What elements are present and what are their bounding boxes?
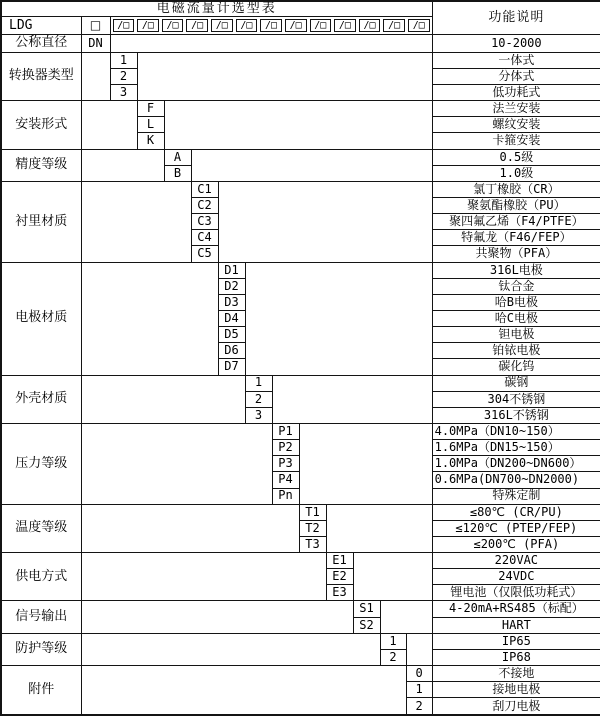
model-slot-row <box>111 17 432 34</box>
code-cell: 3 <box>110 84 137 100</box>
desc-cell: 316L不锈钢 <box>432 407 600 423</box>
group-label: 信号输出 <box>1 601 81 633</box>
spacer-cell <box>81 149 164 181</box>
desc-cell: 铂铱电极 <box>432 343 600 359</box>
table-row <box>1 504 600 520</box>
code-cell: T3 <box>299 536 326 552</box>
code-cell: L <box>137 117 164 133</box>
desc-cell: 氯丁橡胶（CR） <box>432 181 600 197</box>
code-cell: D6 <box>218 343 245 359</box>
desc-cell: 刮刀电极 <box>432 698 600 715</box>
desc-cell: 哈B电极 <box>432 294 600 310</box>
code-cell: E2 <box>326 569 353 585</box>
table-row <box>1 101 600 117</box>
model-slot-box: /□ <box>236 19 258 32</box>
desc-cell: 碳钢 <box>432 375 600 391</box>
spacer-cell <box>81 633 380 665</box>
table-row <box>1 181 600 197</box>
desc-cell: 一体式 <box>432 52 600 68</box>
code-cell: P3 <box>272 456 299 472</box>
code-cell: P1 <box>272 423 299 439</box>
desc-cell: IP68 <box>432 649 600 665</box>
code-cell: D1 <box>218 262 245 278</box>
code-cell: 2 <box>110 68 137 84</box>
table-row <box>1 52 600 68</box>
model-slot-box: /□ <box>211 19 233 32</box>
model-slot-box: /□ <box>162 19 184 32</box>
model-slot-box: /□ <box>359 19 381 32</box>
code-cell: T1 <box>299 504 326 520</box>
spacer-cell <box>218 181 432 262</box>
code-cell: B <box>164 165 191 181</box>
code-cell: T2 <box>299 520 326 536</box>
model-slot-box: /□ <box>285 19 307 32</box>
desc-cell: 碳化钨 <box>432 359 600 375</box>
spacer-cell <box>380 601 432 633</box>
code-cell: C5 <box>191 246 218 262</box>
desc-cell: 分体式 <box>432 68 600 84</box>
spacer-cell <box>299 423 432 504</box>
table-title: 电磁流量计选型表 <box>1 1 432 17</box>
group-label: 公称直径 <box>1 35 81 52</box>
desc-cell: 24VDC <box>432 569 600 585</box>
table-row <box>1 423 600 439</box>
desc-cell: 哈C电极 <box>432 310 600 326</box>
table-row <box>1 1 600 17</box>
spacer-cell <box>164 101 432 149</box>
spacer-cell <box>81 52 110 100</box>
group-label: 供电方式 <box>1 553 81 601</box>
code-cell: P2 <box>272 440 299 456</box>
model-slots-cell <box>110 17 432 35</box>
spacer-cell <box>81 375 245 423</box>
spacer-cell <box>406 633 432 665</box>
code-cell: E1 <box>326 553 353 569</box>
desc-cell: 0.5级 <box>432 149 600 165</box>
code-cell: E3 <box>326 585 353 601</box>
desc-cell: 接地电极 <box>432 682 600 698</box>
desc-cell: ≤200℃ (PFA) <box>432 536 600 552</box>
spacer-cell <box>137 52 432 100</box>
spacer-cell <box>81 601 353 633</box>
desc-cell: ≤120℃ (PTEP/FEP) <box>432 520 600 536</box>
desc-cell: 钛合金 <box>432 278 600 294</box>
desc-cell: ≤80℃ (CR/PU) <box>432 504 600 520</box>
code-cell: 0 <box>406 666 432 682</box>
group-label: 电极材质 <box>1 262 81 375</box>
code-cell: S1 <box>353 601 380 617</box>
desc-cell: IP65 <box>432 633 600 649</box>
code-cell: DN <box>81 35 110 52</box>
table-row <box>1 149 600 165</box>
code-cell: 2 <box>406 698 432 715</box>
code-cell: K <box>137 133 164 149</box>
group-label: 温度等级 <box>1 504 81 552</box>
desc-cell: 1.0MPa（DN200~DN600） <box>432 456 600 472</box>
desc-cell: HART <box>432 617 600 633</box>
group-label: 转换器类型 <box>1 52 81 100</box>
code-cell: D2 <box>218 278 245 294</box>
desc-cell: 低功耗式 <box>432 84 600 100</box>
desc-cell: 220VAC <box>432 553 600 569</box>
model-slot-box: /□ <box>334 19 356 32</box>
code-cell: S2 <box>353 617 380 633</box>
desc-cell: 316L电极 <box>432 262 600 278</box>
desc-cell: 法兰安装 <box>432 101 600 117</box>
spacer-cell <box>326 504 432 552</box>
desc-cell: 304不锈钢 <box>432 391 600 407</box>
model-slot-box: /□ <box>408 19 430 32</box>
model-slot-box: /□ <box>383 19 405 32</box>
group-label: 衬里材质 <box>1 181 81 262</box>
code-cell: C1 <box>191 181 218 197</box>
spacer-cell <box>191 149 432 181</box>
desc-cell: 特氟龙（F46/FEP） <box>432 230 600 246</box>
code-cell: 2 <box>380 649 406 665</box>
spacer-cell <box>81 504 299 552</box>
model-slot-box: /□ <box>310 19 332 32</box>
code-cell: C3 <box>191 214 218 230</box>
code-cell: 1 <box>110 52 137 68</box>
desc-cell: 特殊定制 <box>432 488 600 504</box>
desc-cell: 1.6MPa（DN15~150） <box>432 440 600 456</box>
code-cell: 1 <box>406 682 432 698</box>
desc-cell: 不接地 <box>432 666 600 682</box>
spacer-cell <box>81 423 272 504</box>
code-cell: C2 <box>191 197 218 213</box>
group-label: 压力等级 <box>1 423 81 504</box>
code-cell: D3 <box>218 294 245 310</box>
desc-cell: 共聚物（PFA） <box>432 246 600 262</box>
desc-cell: 卡箍安装 <box>432 133 600 149</box>
spacer-cell <box>81 666 406 715</box>
code-cell: 3 <box>245 407 272 423</box>
spacer-cell <box>272 375 432 423</box>
code-cell: F <box>137 101 164 117</box>
table-row <box>1 375 600 391</box>
model-slot-box: /□ <box>113 19 135 32</box>
desc-cell: 1.0级 <box>432 165 600 181</box>
spacer-cell <box>81 262 218 375</box>
spacer-cell <box>353 553 432 601</box>
desc-cell: 4-20mA+RS485（标配） <box>432 601 600 617</box>
function-description-header: 功能说明 <box>432 1 600 35</box>
desc-cell: 10-2000 <box>432 35 600 52</box>
code-cell: D5 <box>218 327 245 343</box>
spacer-cell <box>81 101 137 149</box>
model-first-box: □ <box>81 17 110 35</box>
table-row <box>1 633 600 649</box>
desc-cell: 聚氨酯橡胶（PU） <box>432 197 600 213</box>
desc-cell: 螺纹安装 <box>432 117 600 133</box>
model-prefix: LDG <box>1 17 81 35</box>
code-cell: D7 <box>218 359 245 375</box>
code-cell: D4 <box>218 310 245 326</box>
code-cell: 1 <box>245 375 272 391</box>
desc-cell: 钽电极 <box>432 327 600 343</box>
spacer-cell <box>81 181 191 262</box>
desc-cell: 0.6MPa(DN700~DN2000) <box>432 472 600 488</box>
code-cell: C4 <box>191 230 218 246</box>
desc-cell: 聚四氟乙烯（F4/PTFE） <box>432 214 600 230</box>
desc-cell: 4.0MPa（DN10~150） <box>432 423 600 439</box>
code-cell: P4 <box>272 472 299 488</box>
table-row <box>1 35 600 52</box>
code-cell: Pn <box>272 488 299 504</box>
table-row <box>1 553 600 569</box>
group-label: 附件 <box>1 666 81 715</box>
code-cell: A <box>164 149 191 165</box>
code-cell: 2 <box>245 391 272 407</box>
code-cell: 1 <box>380 633 406 649</box>
model-slot-box: /□ <box>260 19 282 32</box>
table-row <box>1 262 600 278</box>
spacer-cell <box>245 262 432 375</box>
model-slot-box: /□ <box>137 19 159 32</box>
desc-cell: 锂电池（仅限低功耗式） <box>432 585 600 601</box>
spacer-cell <box>81 553 326 601</box>
group-label: 外壳材质 <box>1 375 81 423</box>
model-slot-box: /□ <box>186 19 208 32</box>
group-label: 安装形式 <box>1 101 81 149</box>
group-label: 精度等级 <box>1 149 81 181</box>
group-label: 防护等级 <box>1 633 81 665</box>
spacer-cell <box>110 35 432 52</box>
table-row <box>1 601 600 617</box>
table-row <box>1 666 600 682</box>
